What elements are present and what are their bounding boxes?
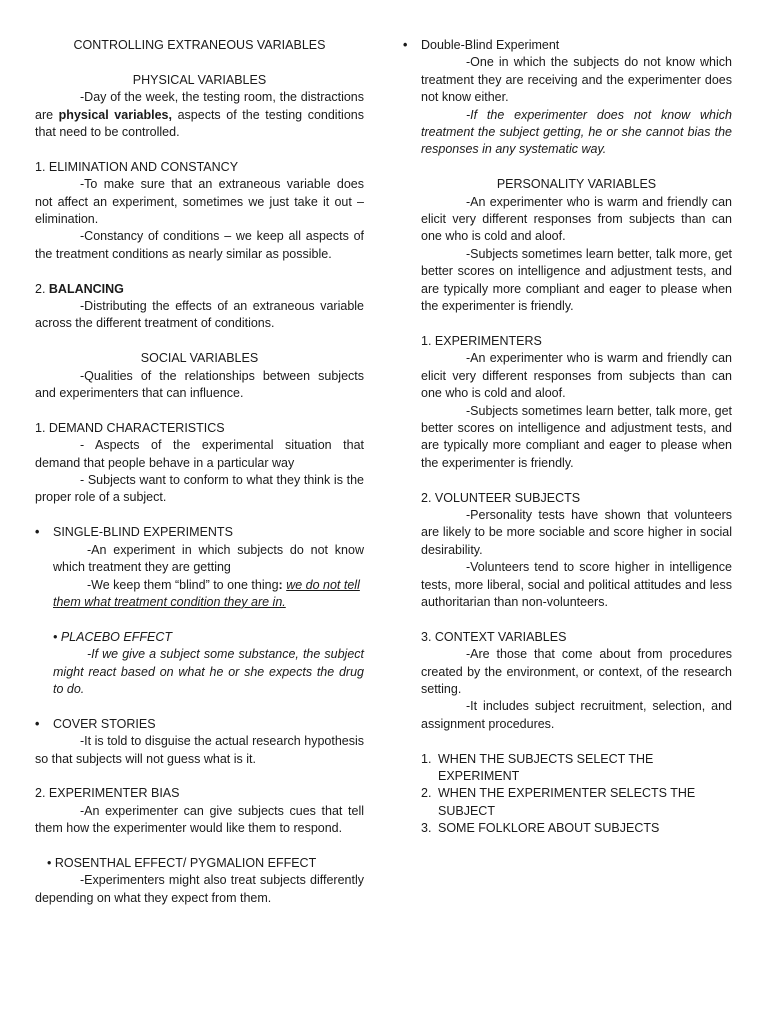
physical-variables-text: -Day of the week, the testing room, the distractions are physical variables, aspects of the testing conditions that need to be controlled. xyxy=(35,90,364,140)
cover-stories-heading: COVER STORIES xyxy=(53,716,156,731)
double-blind-heading: Double-Blind Experiment xyxy=(421,38,560,52)
elimination-text-2: -Constancy of conditions – we keep all aspects of the treatment conditions as nearly similar as possible. xyxy=(35,229,364,261)
list-item: 2. WHEN THE EXPERIMENTER SELECTS THE SUBJECT xyxy=(421,786,696,818)
document-title: CONTROLLING EXTRANEOUS VARIABLES xyxy=(73,38,326,52)
experimenter-bias-text: -An experimenter can give subjects cues that tell them how the experimenter would like them to respond. xyxy=(35,803,364,836)
rosenthal-effect-text: -Experimenters might also treat subjects differently depending on what they expect from them. xyxy=(35,873,364,905)
left-column xyxy=(35,37,364,907)
experimenters-text-2: -Subjects sometimes learn better, talk more, get better scores on intelligence and adjustment tests, and are typically more compliant and eager to please when the experimenter is friendly. xyxy=(421,403,732,470)
elimination-text-1: -To make sure that an extraneous variable does not affect an experiment, sometimes we just take it out – elimination. xyxy=(35,177,364,227)
volunteer-subjects-text-2: -Volunteers tend to score higher in intelligence tests, more liberal, social and political attitudes and less authoritarian than non-volunteers. xyxy=(421,560,732,609)
personality-variables-text-2: -Subjects sometimes learn better, talk more, get better scores on intelligence and adjustment tests, and are typically more compliant and eager to please when the experimenter is friendly. xyxy=(421,246,732,314)
single-blind-bullet-item xyxy=(35,524,364,541)
single-blind-text-2: -We keep them “blind” to one thing: we do not tell them what treatment condition they are in. xyxy=(53,577,360,609)
social-variables-heading: SOCIAL VARIABLES xyxy=(140,351,259,366)
right-column xyxy=(403,37,732,838)
volunteer-subjects-heading: 2. VOLUNTEER SUBJECTS xyxy=(421,490,581,505)
context-variables-text-2: -It includes subject recruitment, selection, and assignment procedures. xyxy=(421,699,732,731)
personality-variables-heading: PERSONALITY VARIABLES xyxy=(496,177,657,192)
demand-characteristics-text-1: - Aspects of the experimental situation that demand that people behave in a particular way xyxy=(35,438,364,470)
single-blind-heading: SINGLE-BLIND EXPERIMENTS xyxy=(53,525,233,540)
demand-characteristics-heading: 1. DEMAND CHARACTERISTICS xyxy=(35,420,225,435)
context-variables-heading: 3. CONTEXT VARIABLES xyxy=(421,629,567,644)
cover-stories-bullet-item xyxy=(35,716,364,733)
elimination-heading: 1. ELIMINATION AND CONSTANCY xyxy=(35,159,239,174)
bullet-icon: • xyxy=(35,525,40,540)
single-blind-text-1: -An experiment in which subjects do not know which treatment they are getting xyxy=(53,542,364,575)
placebo-effect-heading: • PLACEBO EFFECT xyxy=(53,629,172,644)
list-item: 1. WHEN THE SUBJECTS SELECT THE EXPERIMENT xyxy=(421,751,654,783)
single-blind-body xyxy=(35,542,364,699)
context-variables-text-1: -Are those that come about from procedures created by the environment, or context, of the research setting. xyxy=(421,647,732,696)
bullet-icon: • xyxy=(403,38,408,52)
balancing-heading: 2. BALANCING xyxy=(35,281,124,296)
list-item: 3. SOME FOLKLORE ABOUT SUBJECTS xyxy=(421,821,660,836)
context-list xyxy=(421,751,732,838)
experimenters-heading: 1. EXPERIMENTERS xyxy=(421,333,542,348)
volunteer-subjects-text-1: -Personality tests have shown that volunteers are likely to be more sociable and score higher in social desirability. xyxy=(421,507,732,557)
double-blind-text-1: -One in which the subjects do not know which treatment they are receiving and the experimenter does not know either. xyxy=(421,55,732,105)
social-variables-text: -Qualities of the relationships between subjects and experimenters that can influence. xyxy=(35,368,364,401)
experimenter-bias-heading: 2. EXPERIMENTER BIAS xyxy=(35,786,180,801)
double-blind-bullet-item xyxy=(403,37,732,54)
personality-variables-text-1: -An experimenter who is warm and friendly can elicit very different responses from subjects than can one who is cold and aloof. xyxy=(421,194,732,244)
experimenters-text-1: -An experimenter who is warm and friendly can elicit very different responses from subjects than can one who is cold and aloof. xyxy=(421,351,732,401)
cover-stories-text: -It is told to disguise the actual research hypothesis so that subjects will not guess what is it. xyxy=(35,734,364,766)
double-blind-text-2: -If the experimenter does not know which treatment the subject getting, he or she cannot bias the responses in any systematic way. xyxy=(421,107,732,157)
bullet-icon: • xyxy=(35,716,40,731)
physical-variables-heading: PHYSICAL VARIABLES xyxy=(132,72,267,87)
placebo-effect-text: -If we give a subject some substance, the subject might react based on what he or she expects the drug to do. xyxy=(53,647,364,696)
rosenthal-effect-heading: • ROSENTHAL EFFECT/ PYGMALION EFFECT xyxy=(47,855,317,870)
demand-characteristics-text-2: - Subjects want to conform to what they think is the proper role of a subject. xyxy=(35,473,364,505)
balancing-text: -Distributing the effects of an extraneous variable across the different treatment of conditions. xyxy=(35,299,364,331)
